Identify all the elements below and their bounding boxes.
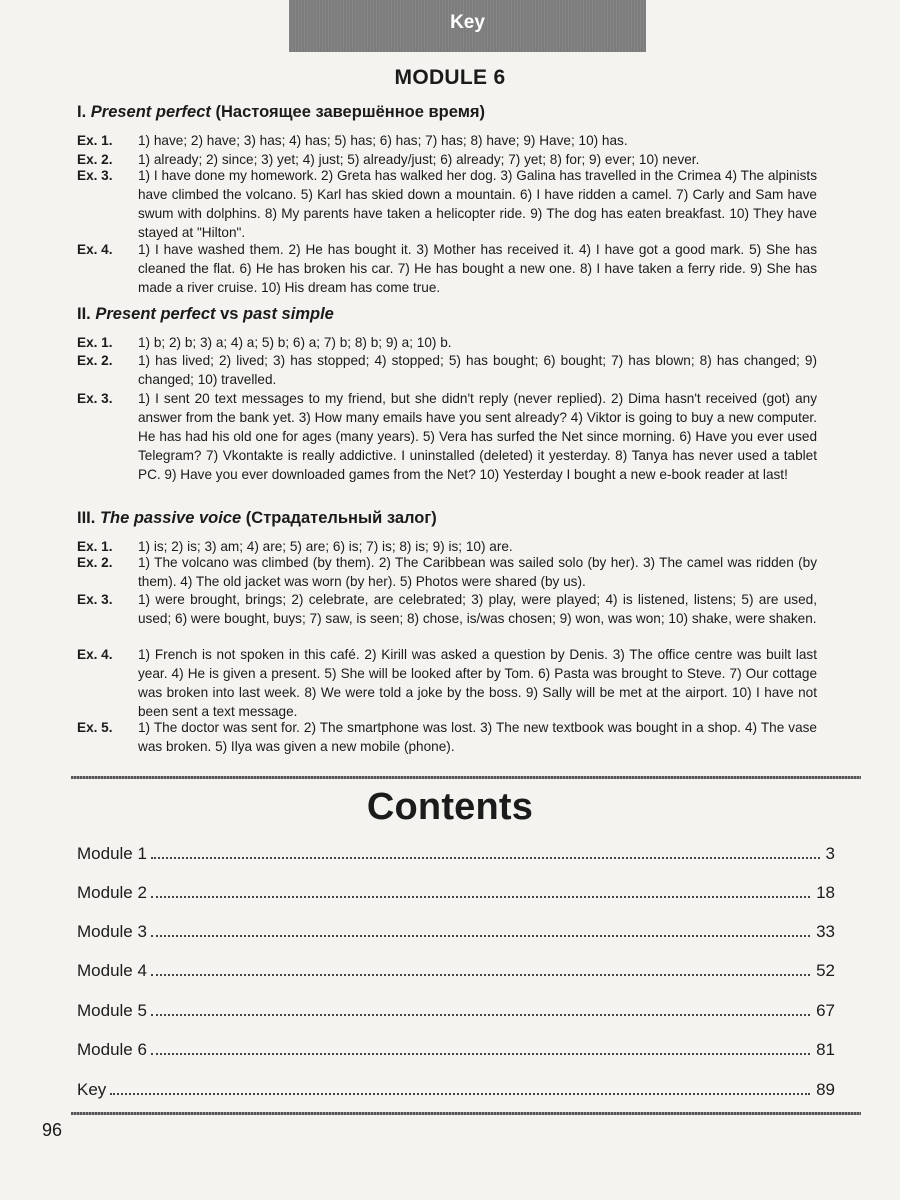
toc-item: Module 3 33 bbox=[77, 922, 835, 941]
divider-bottom bbox=[71, 1112, 861, 1115]
toc-item: Module 5 67 bbox=[77, 1001, 835, 1020]
exercise-3-4: Ex. 4. 1) French is not spoken in this café. 2) Kirill was asked a question by Denis. 3) The office centre was built last year. 4) He is given a present. 5) She will be looked after by Tom. 6) Pasta was brought to Steve. 7) Our cottage was broken into last week. 8) We were told a joke by the boss. 9) Sally will be met at the airport. 10) I have not been sent a text message. bbox=[77, 647, 817, 719]
divider-top bbox=[71, 776, 861, 779]
section-heading-1: I. Present perfect (Настоящее завершённое время) bbox=[77, 103, 486, 121]
module-title: MODULE 6 bbox=[394, 66, 506, 89]
exercise-2-3: Ex. 3. 1) I sent 20 text messages to my friend, but she didn't reply (never replied). 2) Dima hasn't received (got) any answer from the bank yet. 3) How many emails have you sent already? 4) Viktor is going to buy a new computer. He has had his old one for ages (many years). 5) Vera has surfed the Net since morning. 6) Have you ever used Telegram? 7) Vkontakte is really addictive. I uninstalled (deleted) it yesterday. 8) Tanya has never used a tablet PC. 9) Have you ever downloaded games from the Net? 10) Yesterday I bought a new e-book reader at last! bbox=[77, 391, 817, 482]
toc-item: Module 4 52 bbox=[77, 961, 835, 980]
toc-item: Module 2 18 bbox=[77, 883, 835, 902]
exercise-1-3: Ex. 3. 1) I have done my homework. 2) Greta has walked her dog. 3) Galina has travelled in the Crimea 4) The alpinists have climbed the volcano. 5) Karl has skied down a mountain. 6) I have ridden a camel. 7) Carly and Sam have swum with dolphins. 8) My parents have taken a helicopter ride. 9) The dog has eaten breakfast. 10) They have stayed at "Hilton". bbox=[77, 168, 817, 240]
toc-item: Key 89 bbox=[77, 1080, 835, 1099]
exercise-3-5: Ex. 5. 1) The doctor was sent for. 2) The smartphone was lost. 3) The new textbook was bought in a shop. 4) The vase was broken. 5) Ilya was given a new mobile (phone). bbox=[77, 720, 817, 754]
exercise-1-4: Ex. 4. 1) I have washed them. 2) He has bought it. 3) Mother has received it. 4) I have got a good mark. 5) She has cleaned the flat. 6) He has broken his car. 7) He has bought a new one. 8) I have taken a ferry ride. 9) She has made a river cruise. 10) His dream has come true. bbox=[77, 242, 817, 295]
header-tab: Key bbox=[289, 0, 646, 52]
toc-item: Module 6 81 bbox=[77, 1040, 835, 1059]
exercise-2-1: Ex. 1. 1) b; 2) b; 3) a; 4) a; 5) b; 6) a; 7) b; 8) b; 9) a; 10) b. bbox=[77, 335, 452, 350]
exercise-3-2: Ex. 2. 1) The volcano was climbed (by them). 2) The Caribbean was sailed solo (by her). 3) The camel was ridden (by them). 4) The old jacket was worn (by her). 5) Photos were shared (by us). bbox=[77, 555, 817, 589]
exercise-1-1: Ex. 1. 1) have; 2) have; 3) has; 4) has; 5) has; 6) has; 7) has; 8) have; 9) Have; 10) has. bbox=[77, 133, 628, 148]
section-heading-3: III. The passive voice (Страдательный залог) bbox=[77, 509, 437, 527]
contents-title: Contents bbox=[366, 786, 534, 828]
exercise-3-3: Ex. 3. 1) were brought, brings; 2) celebrate, are celebrated; 3) play, were played; 4) is listened, listens; 5) are used, used; 6) were bought, buys; 7) saw, is seen; 8) chose, is/was chosen; 9) won, was won; 10) shake, were shaken. bbox=[77, 592, 817, 626]
exercise-3-1: Ex. 1. 1) is; 2) is; 3) am; 4) are; 5) are; 6) is; 7) is; 8) is; 9) is; 10) are. bbox=[77, 539, 513, 554]
exercise-2-2: Ex. 2. 1) has lived; 2) lived; 3) has stopped; 4) stopped; 5) has bought; 6) bought; 7) has blown; 8) has changed; 9) changed; 10) travelled. bbox=[77, 353, 817, 387]
toc-item: Module 1 3 bbox=[77, 844, 835, 863]
section-heading-2: II. Present perfect vs past simple bbox=[77, 305, 334, 323]
page-number: 96 bbox=[42, 1120, 63, 1140]
exercise-1-2: Ex. 2. 1) already; 2) since; 3) yet; 4) just; 5) already/just; 6) already; 7) yet; 8) for; 9) ever; 10) never. bbox=[77, 152, 700, 167]
